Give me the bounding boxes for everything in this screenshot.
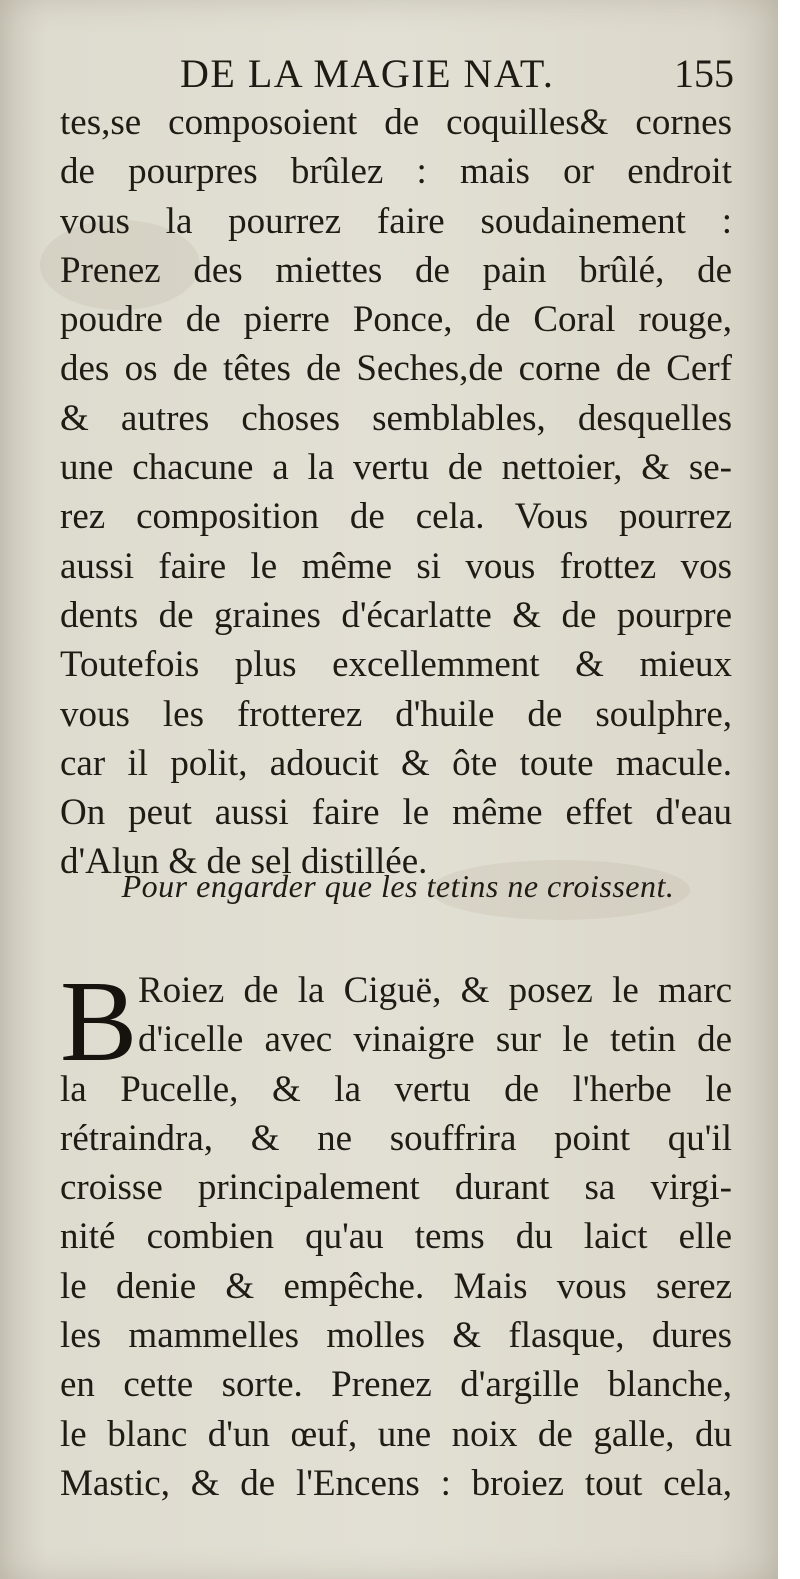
text-line: des os de têtes de Seches,de corne de Cerf — [60, 348, 732, 390]
text-line: d'Alun & de sel distillée. — [60, 841, 428, 883]
text-line: les mammelles molles & flasque, dures — [60, 1315, 732, 1357]
text-line: en cette sorte. Prenez d'argille blanche, — [60, 1364, 732, 1406]
drop-cap: B — [60, 958, 138, 1086]
text-line: & autres choses semblables, desquelles — [60, 397, 732, 439]
text-line: vous la pourrez faire soudainement : — [60, 200, 732, 242]
text-line: le denie & empêche. Mais vous serez — [60, 1265, 732, 1307]
paragraph-1 — [60, 98, 732, 887]
text-line: vous les frotterez d'huile de soulphre, — [60, 693, 732, 735]
text-line: dents de graines d'écarlatte & de pourpre — [60, 594, 732, 636]
page-number: 155 — [674, 51, 734, 96]
text-line: la Pucelle, & la vertu de l'herbe le — [60, 1068, 732, 1110]
scan-margin — [778, 0, 800, 1579]
text-line: le blanc d'un œuf, une noix de galle, du — [60, 1413, 732, 1455]
text-line: car il polit, adoucit & ôte toute macule. — [60, 742, 732, 784]
text-line: d'icelle avec vinaigre sur le tetin de — [138, 1019, 732, 1061]
text-line: poudre de pierre Ponce, de Coral rouge, — [60, 299, 732, 341]
text-line: rétraindra, & ne souffrira point qu'il — [60, 1117, 732, 1159]
text-line: une chacune a la vertu de nettoier, & se- — [60, 447, 732, 489]
text-line: tes,se composoient de coquilles& cornes — [60, 102, 732, 143]
page-header — [180, 50, 740, 102]
running-title: DE LA MAGIE NAT. — [180, 51, 555, 96]
text-line: Roiez de la Ciguë, & posez le marc — [138, 970, 732, 1011]
text-line: On peut aussi faire le même effet d'eau — [60, 792, 732, 834]
paragraph-2 — [60, 958, 732, 1508]
text-line: Mastic, & de l'Encens : broiez tout cela, — [60, 1462, 732, 1504]
text-line: nité combien qu'au tems du laict elle — [60, 1216, 732, 1258]
text-line: de pourpres brûlez : mais or endroit — [60, 151, 732, 193]
section-heading: Pour engarder que les tetins ne croissent. — [121, 868, 675, 904]
text-line: croisse principalement durant sa virgi- — [60, 1167, 732, 1209]
text-line: aussi faire le même si vous frottez vos — [60, 545, 732, 587]
text-line: rez composition de cela. Vous pourrez — [60, 496, 732, 538]
text-line: Toutefois plus excellemment & mieux — [60, 644, 732, 686]
text-line: Prenez des miettes de pain brûlé, de — [60, 249, 732, 291]
